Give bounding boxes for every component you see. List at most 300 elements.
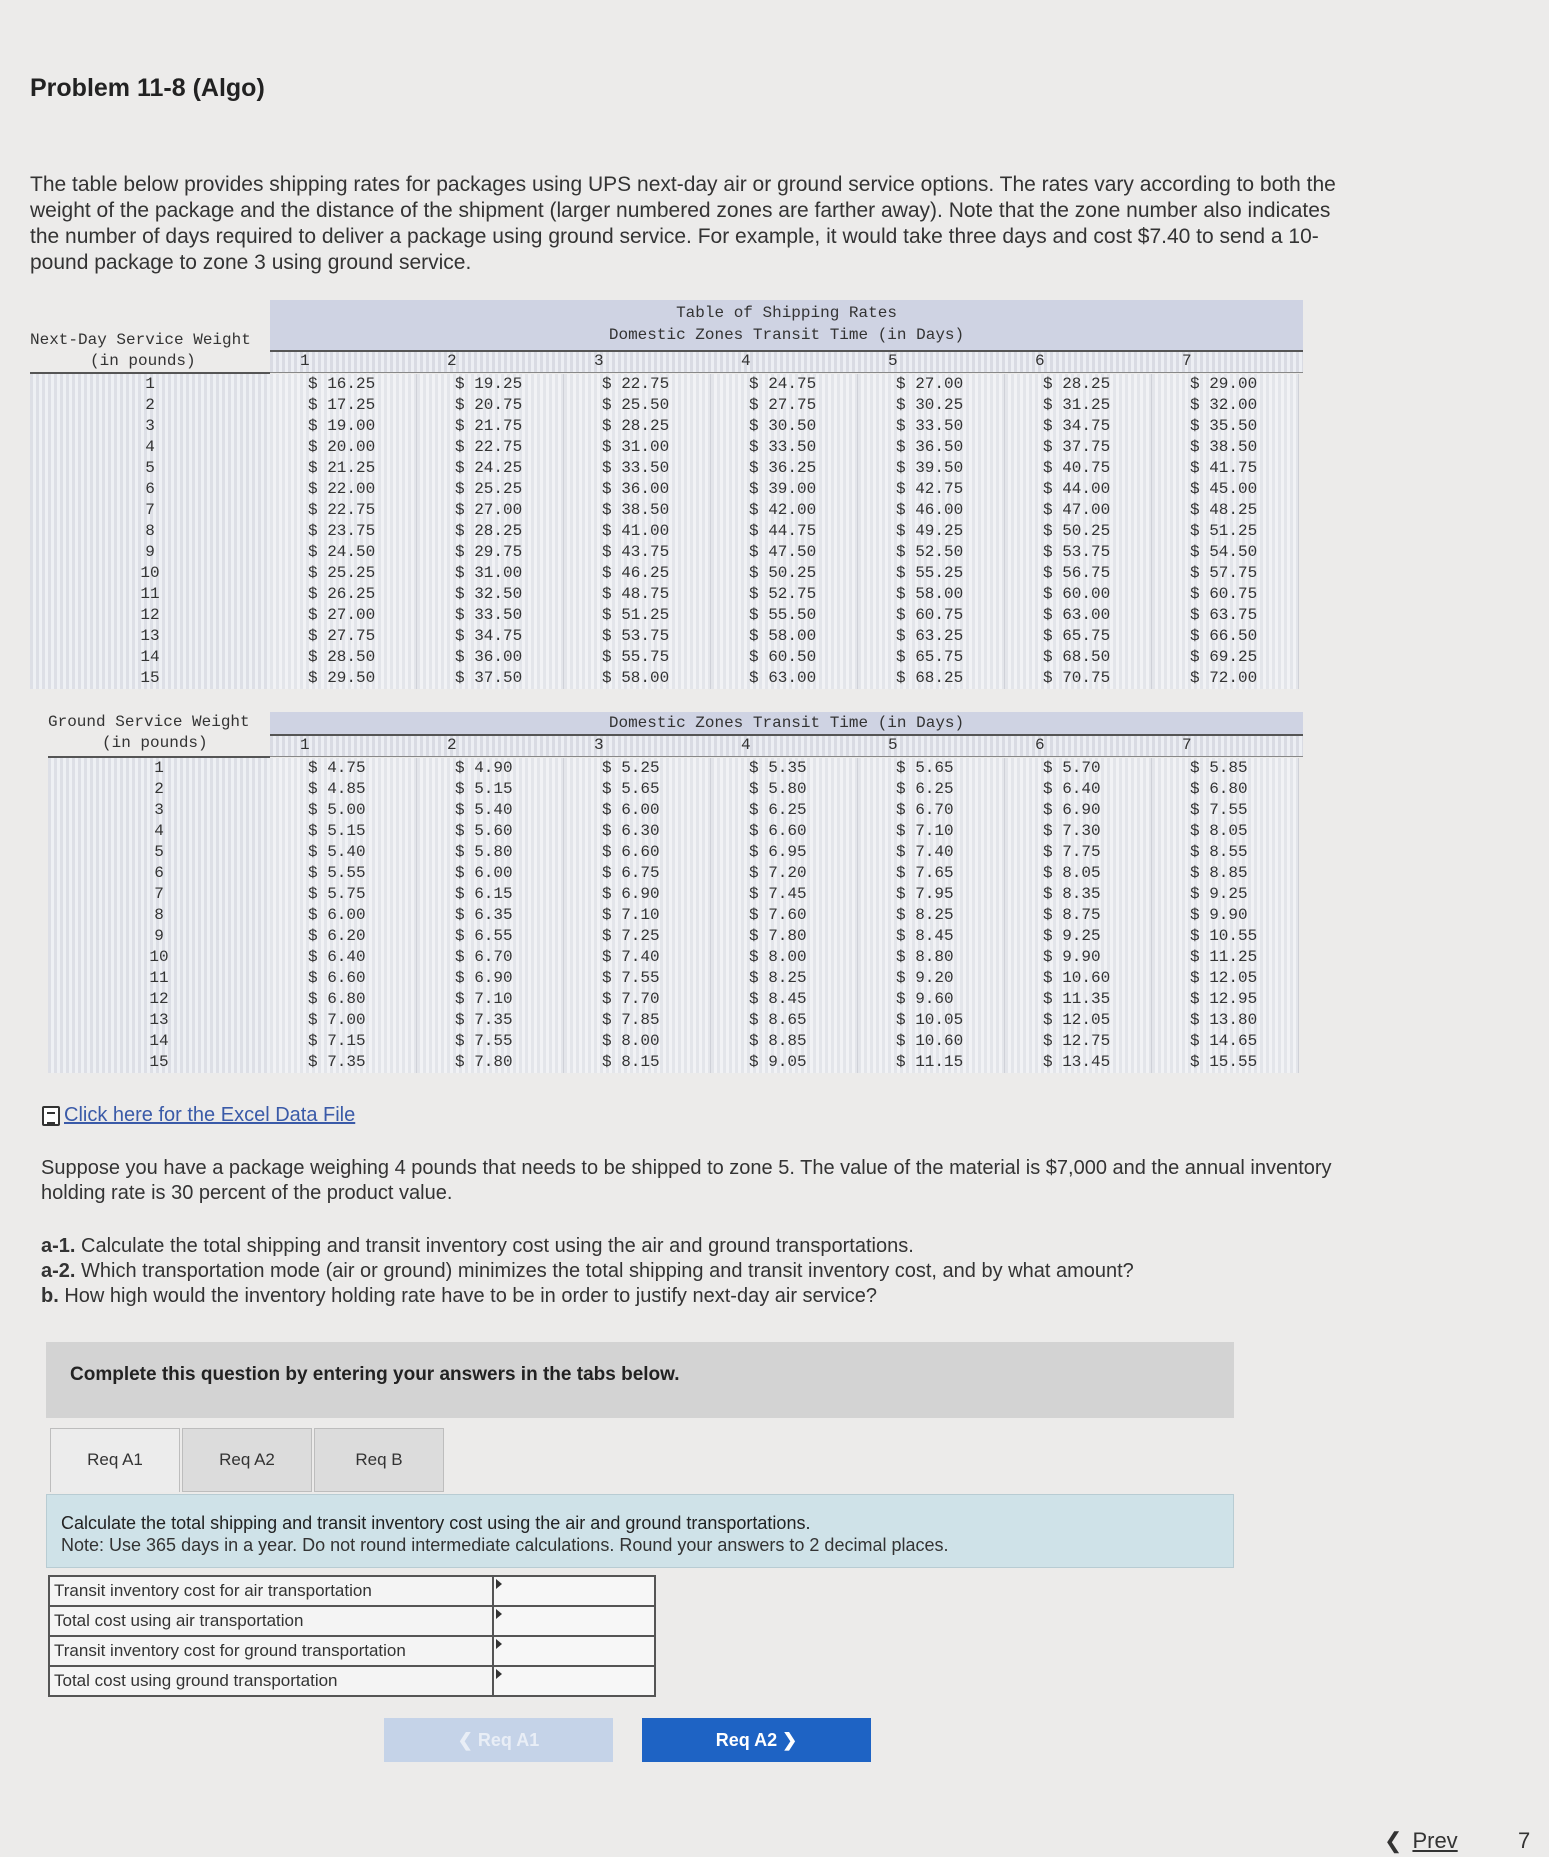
rate-cell: $ 65.75	[858, 647, 1005, 668]
rate-cell: $ 5.40	[270, 842, 417, 863]
rate-cell: $ 49.25	[858, 521, 1005, 542]
rate-cell: $ 6.15	[417, 884, 564, 905]
rate-cell: $ 31.25	[1005, 395, 1152, 416]
weight-cell: 4	[48, 821, 270, 842]
air-total-cost-input[interactable]	[494, 1607, 654, 1635]
weight-cell: 10	[48, 947, 270, 968]
rate-cell: $ 27.75	[270, 626, 417, 647]
rate-cell: $ 7.80	[711, 926, 858, 947]
zone-header: 3	[594, 352, 604, 370]
rate-cell: $ 28.25	[1005, 374, 1152, 395]
weight-cell: 5	[48, 842, 270, 863]
ground-zones-title: Domestic Zones Transit Time (in Days)	[608, 714, 965, 732]
table-row	[30, 842, 1303, 863]
weight-cell: 12	[48, 989, 270, 1010]
ground-table-header-band	[270, 712, 1303, 736]
excel-data-link[interactable]	[42, 1104, 355, 1127]
rate-cell: $ 55.75	[564, 647, 711, 668]
rate-cell: $ 52.75	[711, 584, 858, 605]
rate-cell: $ 7.30	[1005, 821, 1152, 842]
tab-req-a2[interactable]: Req A2	[182, 1428, 312, 1492]
rate-cell: $ 9.05	[711, 1052, 858, 1073]
rate-cell: $ 43.75	[564, 542, 711, 563]
table-row	[30, 800, 1303, 821]
weight-cell: 3	[48, 800, 270, 821]
rate-cell: $ 5.80	[711, 779, 858, 800]
rate-cell: $ 6.00	[270, 905, 417, 926]
rate-cell: $ 37.75	[1005, 437, 1152, 458]
rate-cell: $ 8.05	[1005, 863, 1152, 884]
rate-cell: $ 8.45	[858, 926, 1005, 947]
question-a1-label: a-1.	[41, 1235, 76, 1257]
excel-file-icon	[42, 1106, 60, 1126]
rate-cell: $ 6.25	[711, 800, 858, 821]
weight-cell: 12	[30, 605, 270, 626]
rate-cell: $ 12.05	[1005, 1010, 1152, 1031]
rate-cell: $ 34.75	[417, 626, 564, 647]
question-a2-text: Which transportation mode (air or ground) minimizes the total shipping and transit inventory cost, and by what amount?	[81, 1260, 1134, 1282]
rate-cell: $ 5.25	[564, 758, 711, 779]
rate-cell: $ 25.25	[417, 479, 564, 500]
table-row	[30, 521, 1303, 542]
rate-cell: $ 7.25	[564, 926, 711, 947]
rate-cell: $ 19.00	[270, 416, 417, 437]
rate-cell: $ 65.75	[1005, 626, 1152, 647]
rate-cell: $ 6.25	[858, 779, 1005, 800]
tab-req-b[interactable]: Req B	[314, 1428, 444, 1492]
rate-cell: $ 7.85	[564, 1010, 711, 1031]
rate-cell: $ 35.50	[1152, 416, 1299, 437]
answer-table	[48, 1575, 656, 1697]
rate-cell: $ 5.80	[417, 842, 564, 863]
rate-cell: $ 6.60	[711, 821, 858, 842]
weight-cell: 2	[48, 779, 270, 800]
rate-cell: $ 7.45	[711, 884, 858, 905]
rate-cell: $ 52.50	[858, 542, 1005, 563]
prev-req-button[interactable]	[384, 1718, 613, 1762]
rate-cell: $ 56.75	[1005, 563, 1152, 584]
weight-cell: 7	[48, 884, 270, 905]
rate-cell: $ 57.75	[1152, 563, 1299, 584]
rate-cell: $ 63.75	[1152, 605, 1299, 626]
rate-cell: $ 68.25	[858, 668, 1005, 689]
rate-cell: $ 60.75	[858, 605, 1005, 626]
instructions-note: Note: Use 365 days in a year. Do not round intermediate calculations. Round your answers to 2 decimal places.	[61, 1535, 949, 1555]
excel-link-text[interactable]: Click here for the Excel Data File	[64, 1104, 356, 1126]
answer-cell	[493, 1606, 655, 1636]
rate-cell: $ 9.90	[1152, 905, 1299, 926]
rate-cell: $ 24.50	[270, 542, 417, 563]
tab-req-a1[interactable]: Req A1	[50, 1428, 180, 1492]
rate-cell: $ 31.00	[417, 563, 564, 584]
rate-cell: $ 8.25	[711, 968, 858, 989]
rate-cell: $ 72.00	[1152, 668, 1299, 689]
weight-cell: 10	[30, 563, 270, 584]
table-row	[30, 395, 1303, 416]
rate-cell: $ 9.25	[1005, 926, 1152, 947]
rate-cell: $ 69.25	[1152, 647, 1299, 668]
rate-cell: $ 6.40	[270, 947, 417, 968]
zone-header: 4	[741, 352, 751, 370]
rate-cell: $ 10.60	[1005, 968, 1152, 989]
zone-header: 2	[447, 736, 457, 754]
rate-cell: $ 36.25	[711, 458, 858, 479]
weight-cell: 15	[30, 668, 270, 689]
rate-cell: $ 8.25	[858, 905, 1005, 926]
answer-label: Transit inventory cost for ground transportation	[49, 1636, 493, 1666]
rate-cell: $ 40.75	[1005, 458, 1152, 479]
chevron-left-icon: ❮	[457, 1730, 473, 1750]
rate-cell: $ 10.05	[858, 1010, 1005, 1031]
rate-cell: $ 4.85	[270, 779, 417, 800]
rate-cell: $ 6.90	[564, 884, 711, 905]
rate-cell: $ 7.35	[270, 1052, 417, 1073]
rate-cell: $ 6.20	[270, 926, 417, 947]
weight-cell: 8	[30, 521, 270, 542]
rate-cell: $ 28.50	[270, 647, 417, 668]
air-transit-cost-input[interactable]	[494, 1577, 654, 1605]
rate-cell: $ 36.00	[564, 479, 711, 500]
rate-cell: $ 63.00	[1005, 605, 1152, 626]
rate-cell: $ 53.75	[564, 626, 711, 647]
table-row	[30, 374, 1303, 395]
chevron-left-icon: ❮	[1384, 1828, 1403, 1853]
rate-cell: $ 58.00	[711, 626, 858, 647]
rate-cell: $ 32.50	[417, 584, 564, 605]
rate-cell: $ 20.00	[270, 437, 417, 458]
rate-cell: $ 50.25	[1005, 521, 1152, 542]
table-row	[30, 905, 1303, 926]
rate-cell: $ 22.75	[270, 500, 417, 521]
ground-transit-cost-input[interactable]	[494, 1637, 654, 1665]
rate-cell: $ 17.25	[270, 395, 417, 416]
rate-cell: $ 26.25	[270, 584, 417, 605]
rate-cell: $ 6.40	[1005, 779, 1152, 800]
prev-req-label: Req A1	[477, 1730, 540, 1750]
answer-label: Total cost using ground transportation	[49, 1666, 493, 1696]
rate-cell: $ 36.00	[417, 647, 564, 668]
rate-cell: $ 6.80	[1152, 779, 1299, 800]
question-b-label: b.	[41, 1285, 59, 1307]
rate-cell: $ 54.50	[1152, 542, 1299, 563]
rate-cell: $ 7.95	[858, 884, 1005, 905]
air-table-title: Table of Shipping Rates	[676, 304, 897, 322]
answer-cell	[493, 1636, 655, 1666]
zone-header: 3	[594, 736, 604, 754]
table-row	[30, 758, 1303, 779]
rate-cell: $ 70.75	[1005, 668, 1152, 689]
air-weight-header-line1: Next-Day Service Weight	[30, 331, 251, 349]
rate-cell: $ 8.85	[1152, 863, 1299, 884]
rate-cell: $ 39.50	[858, 458, 1005, 479]
rate-cell: $ 44.75	[711, 521, 858, 542]
table-row	[30, 989, 1303, 1010]
ground-weight-header	[48, 712, 270, 758]
rate-cell: $ 15.55	[1152, 1052, 1299, 1073]
rate-cell: $ 68.50	[1005, 647, 1152, 668]
scenario-paragraph: Suppose you have a package weighing 4 pounds that needs to be shipped to zone 5. The value of the material is $7,000 and the annual inventory holding rate is 30 percent of the product value.	[41, 1157, 1332, 1204]
rate-cell: $ 41.75	[1152, 458, 1299, 479]
rate-cell: $ 66.50	[1152, 626, 1299, 647]
rate-cell: $ 7.35	[417, 1010, 564, 1031]
table-row	[30, 605, 1303, 626]
rate-cell: $ 8.75	[1005, 905, 1152, 926]
complete-question-text: Complete this question by entering your answers in the tabs below.	[70, 1364, 680, 1385]
rate-cell: $ 8.35	[1005, 884, 1152, 905]
page-prev-button[interactable]	[1384, 1828, 1458, 1854]
rate-cell: $ 38.50	[1152, 437, 1299, 458]
rate-cell: $ 33.50	[564, 458, 711, 479]
rate-cell: $ 6.30	[564, 821, 711, 842]
rate-cell: $ 11.35	[1005, 989, 1152, 1010]
instructions-main: Calculate the total shipping and transit inventory cost using the air and ground transportations.	[61, 1513, 811, 1533]
rate-cell: $ 12.75	[1005, 1031, 1152, 1052]
rate-cell: $ 9.25	[1152, 884, 1299, 905]
air-table-header-band	[270, 300, 1303, 352]
rate-cell: $ 60.75	[1152, 584, 1299, 605]
rate-cell: $ 7.40	[858, 842, 1005, 863]
answer-cell	[493, 1666, 655, 1696]
rate-cell: $ 30.25	[858, 395, 1005, 416]
rate-cell: $ 47.00	[1005, 500, 1152, 521]
zone-header: 1	[300, 736, 310, 754]
rate-cell: $ 6.00	[564, 800, 711, 821]
rate-cell: $ 7.60	[711, 905, 858, 926]
table-row	[30, 779, 1303, 800]
rate-cell: $ 51.25	[1152, 521, 1299, 542]
weight-cell: 13	[48, 1010, 270, 1031]
air-weight-header-line2: (in pounds)	[90, 352, 196, 370]
rate-cell: $ 8.65	[711, 1010, 858, 1031]
rate-cell: $ 29.75	[417, 542, 564, 563]
rate-cell: $ 7.55	[564, 968, 711, 989]
rate-cell: $ 25.50	[564, 395, 711, 416]
rate-cell: $ 8.15	[564, 1052, 711, 1073]
rate-cell: $ 5.65	[858, 758, 1005, 779]
next-req-button[interactable]	[642, 1718, 871, 1762]
table-row	[30, 1031, 1303, 1052]
rate-cell: $ 8.85	[711, 1031, 858, 1052]
answer-label: Transit inventory cost for air transportation	[49, 1576, 493, 1606]
instructions-box	[46, 1494, 1234, 1568]
rate-cell: $ 45.00	[1152, 479, 1299, 500]
air-weight-header	[30, 330, 270, 374]
rate-cell: $ 6.60	[270, 968, 417, 989]
rate-cell: $ 5.35	[711, 758, 858, 779]
weight-cell: 1	[30, 374, 270, 395]
question-b-text: How high would the inventory holding rate have to be in order to justify next-day air service?	[64, 1285, 878, 1307]
rate-cell: $ 5.85	[1152, 758, 1299, 779]
rate-cell: $ 5.15	[270, 821, 417, 842]
weight-cell: 2	[30, 395, 270, 416]
weight-cell: 4	[30, 437, 270, 458]
rate-cell: $ 6.80	[270, 989, 417, 1010]
rate-cell: $ 42.75	[858, 479, 1005, 500]
rate-cell: $ 50.25	[711, 563, 858, 584]
table-row	[30, 821, 1303, 842]
rate-cell: $ 8.00	[711, 947, 858, 968]
table-row	[30, 647, 1303, 668]
table-row	[30, 542, 1303, 563]
weight-cell: 9	[30, 542, 270, 563]
rate-cell: $ 7.55	[1152, 800, 1299, 821]
problem-title: Problem 11-8 (Algo)	[30, 74, 265, 102]
rate-cell: $ 21.25	[270, 458, 417, 479]
rate-cell: $ 33.50	[858, 416, 1005, 437]
rate-cell: $ 6.75	[564, 863, 711, 884]
rate-cell: $ 4.75	[270, 758, 417, 779]
weight-cell: 15	[48, 1052, 270, 1073]
rate-cell: $ 38.50	[564, 500, 711, 521]
rate-cell: $ 27.00	[417, 500, 564, 521]
rate-cell: $ 29.50	[270, 668, 417, 689]
rate-cell: $ 14.65	[1152, 1031, 1299, 1052]
rate-cell: $ 7.10	[417, 989, 564, 1010]
table-row	[30, 668, 1303, 689]
ground-weight-header-line1: Ground Service Weight	[48, 713, 250, 731]
rate-cell: $ 8.05	[1152, 821, 1299, 842]
rate-cell: $ 30.50	[711, 416, 858, 437]
table-row	[30, 458, 1303, 479]
air-grid	[30, 374, 1303, 689]
rate-cell: $ 6.90	[1005, 800, 1152, 821]
rate-cell: $ 34.75	[1005, 416, 1152, 437]
weight-cell: 11	[48, 968, 270, 989]
answer-row	[49, 1576, 655, 1606]
rate-cell: $ 37.50	[417, 668, 564, 689]
rate-cell: $ 36.50	[858, 437, 1005, 458]
rate-cell: $ 60.00	[1005, 584, 1152, 605]
rate-cell: $ 10.60	[858, 1031, 1005, 1052]
rate-cell: $ 6.55	[417, 926, 564, 947]
rate-cell: $ 21.75	[417, 416, 564, 437]
requirement-tabs	[50, 1428, 446, 1492]
zone-header: 7	[1182, 352, 1192, 370]
rate-cell: $ 33.50	[711, 437, 858, 458]
questions-list	[41, 1234, 1341, 1309]
rate-cell: $ 42.00	[711, 500, 858, 521]
rate-cell: $ 33.50	[417, 605, 564, 626]
rate-cell: $ 5.75	[270, 884, 417, 905]
weight-cell: 3	[30, 416, 270, 437]
rate-cell: $ 22.75	[417, 437, 564, 458]
rate-cell: $ 10.55	[1152, 926, 1299, 947]
weight-cell: 6	[48, 863, 270, 884]
weight-cell: 1	[48, 758, 270, 779]
rate-cell: $ 7.20	[711, 863, 858, 884]
table-row	[30, 416, 1303, 437]
rate-cell: $ 4.90	[417, 758, 564, 779]
zone-header: 1	[300, 352, 310, 370]
rate-cell: $ 6.70	[417, 947, 564, 968]
table-row	[30, 479, 1303, 500]
rate-cell: $ 22.75	[564, 374, 711, 395]
weight-cell: 13	[30, 626, 270, 647]
chevron-right-icon: ❯	[782, 1730, 798, 1750]
rate-cell: $ 32.00	[1152, 395, 1299, 416]
answer-row	[49, 1606, 655, 1636]
rate-cell: $ 11.15	[858, 1052, 1005, 1073]
weight-cell: 9	[48, 926, 270, 947]
ground-grid	[30, 758, 1303, 1073]
air-zones-title: Domestic Zones Transit Time (in Days)	[608, 326, 965, 344]
rate-cell: $ 31.00	[564, 437, 711, 458]
rate-cell: $ 60.50	[711, 647, 858, 668]
rate-cell: $ 53.75	[1005, 542, 1152, 563]
rate-cell: $ 28.25	[417, 521, 564, 542]
zone-header: 5	[888, 736, 898, 754]
weight-cell: 7	[30, 500, 270, 521]
rate-cell: $ 7.80	[417, 1052, 564, 1073]
rate-cell: $ 9.20	[858, 968, 1005, 989]
table-row	[30, 437, 1303, 458]
rate-cell: $ 25.25	[270, 563, 417, 584]
question-a2	[41, 1259, 1341, 1284]
table-row	[30, 626, 1303, 647]
zone-header: 5	[888, 352, 898, 370]
rate-cell: $ 5.70	[1005, 758, 1152, 779]
question-a1	[41, 1234, 1341, 1259]
ground-rates-table	[30, 712, 1303, 1082]
rate-cell: $ 8.80	[858, 947, 1005, 968]
table-row	[30, 563, 1303, 584]
rate-cell: $ 55.50	[711, 605, 858, 626]
rate-cell: $ 20.75	[417, 395, 564, 416]
rate-cell: $ 16.25	[270, 374, 417, 395]
table-row	[30, 1010, 1303, 1031]
rate-cell: $ 63.00	[711, 668, 858, 689]
rate-cell: $ 24.25	[417, 458, 564, 479]
air-rates-table	[30, 300, 1303, 690]
rate-cell: $ 6.00	[417, 863, 564, 884]
rate-cell: $ 12.05	[1152, 968, 1299, 989]
ground-total-cost-input[interactable]	[494, 1667, 654, 1695]
rate-cell: $ 13.80	[1152, 1010, 1299, 1031]
table-row	[30, 968, 1303, 989]
rate-cell: $ 9.60	[858, 989, 1005, 1010]
page-prev-label: Prev	[1412, 1828, 1458, 1853]
weight-cell: 14	[30, 647, 270, 668]
zone-header: 6	[1035, 736, 1045, 754]
rate-cell: $ 11.25	[1152, 947, 1299, 968]
rate-cell: $ 6.90	[417, 968, 564, 989]
ground-zone-header-row	[270, 736, 1303, 757]
rate-cell: $ 7.70	[564, 989, 711, 1010]
question-a2-label: a-2.	[41, 1260, 76, 1282]
rate-cell: $ 47.50	[711, 542, 858, 563]
rate-cell: $ 7.65	[858, 863, 1005, 884]
weight-cell: 6	[30, 479, 270, 500]
answer-cell	[493, 1576, 655, 1606]
rate-cell: $ 7.15	[270, 1031, 417, 1052]
zone-header: 7	[1182, 736, 1192, 754]
intro-paragraph: The table below provides shipping rates for packages using UPS next-day air or ground service options. The rates vary according to both the weight of the package and the distance of the shipment (larger numbered zones are farther away). Note that the zone number also indicates the number of days required to deliver a package using ground service. For example, it would take three days and cost $7.40 to send a 10-pound package to zone 3 using ground service.	[30, 173, 1336, 274]
rate-cell: $ 51.25	[564, 605, 711, 626]
rate-cell: $ 29.00	[1152, 374, 1299, 395]
table-row	[30, 584, 1303, 605]
rate-cell: $ 8.55	[1152, 842, 1299, 863]
answer-row	[49, 1666, 655, 1696]
rate-cell: $ 5.15	[417, 779, 564, 800]
page-number: 7	[1518, 1828, 1531, 1853]
rate-cell: $ 6.70	[858, 800, 1005, 821]
rate-cell: $ 7.10	[564, 905, 711, 926]
rate-cell: $ 8.45	[711, 989, 858, 1010]
rate-cell: $ 27.00	[858, 374, 1005, 395]
table-row	[30, 926, 1303, 947]
rate-cell: $ 63.25	[858, 626, 1005, 647]
air-zone-header-row	[270, 352, 1303, 373]
